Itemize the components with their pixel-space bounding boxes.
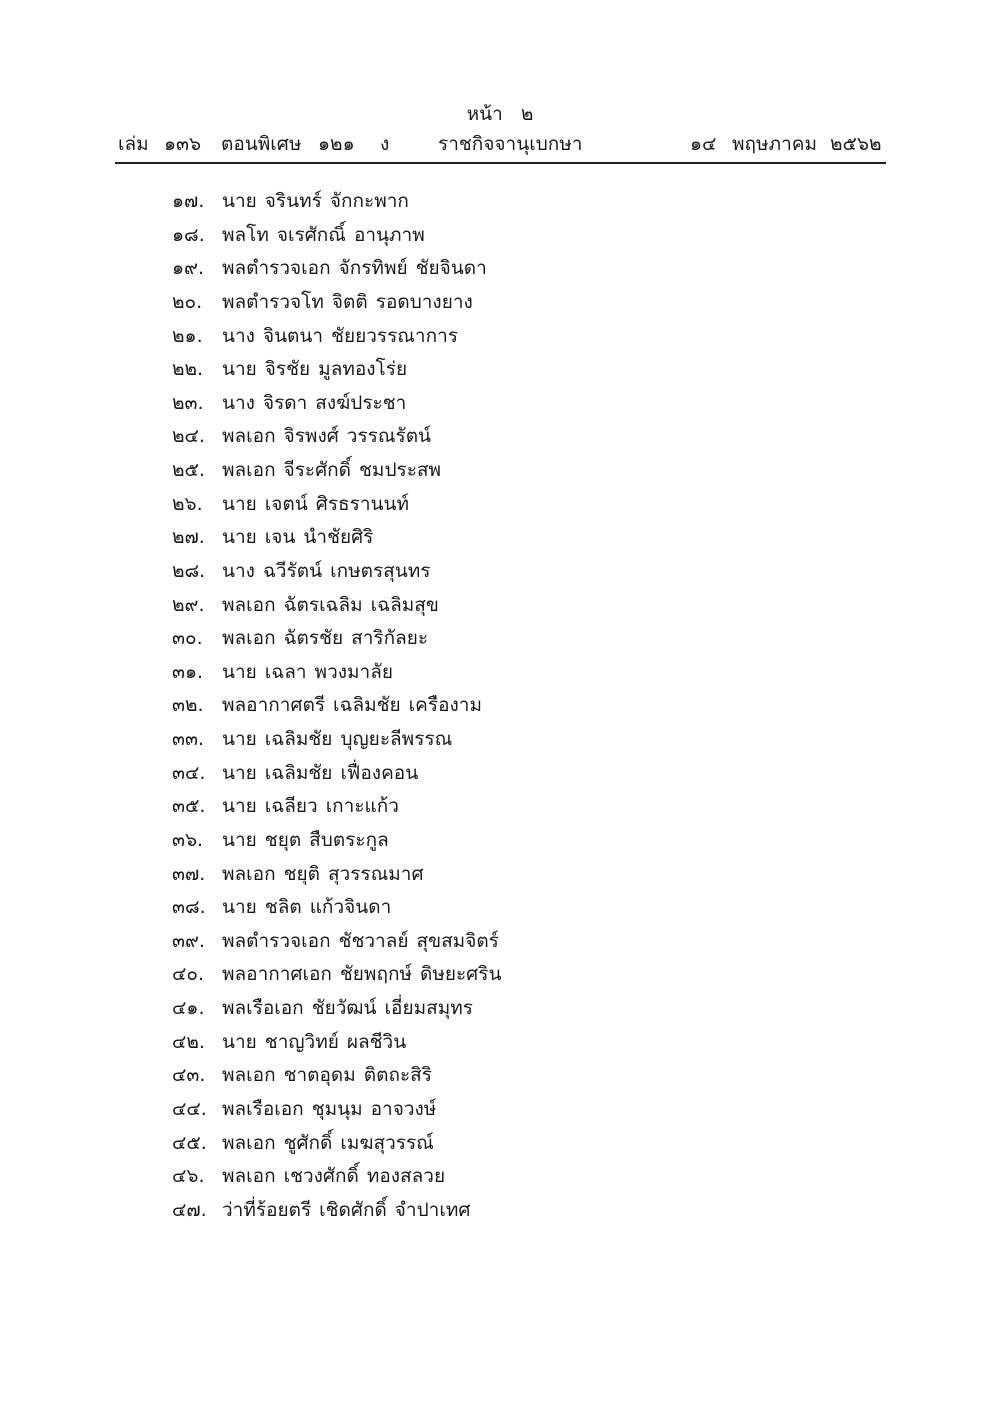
list-item — [172, 321, 872, 355]
item-title: พลเอก — [222, 459, 276, 481]
item-number: ๒๙. — [172, 593, 205, 616]
list-item — [172, 1060, 872, 1094]
item-first-name: จิรดา — [262, 391, 308, 414]
date-year: ๒๕๖๒ — [830, 133, 882, 155]
page-label: หน้า — [466, 103, 503, 125]
item-title: พลโท — [222, 223, 269, 246]
item-number: ๓๙. — [172, 929, 205, 952]
item-number: ๔๔. — [172, 1097, 207, 1120]
item-last-name: มูลทองโร่ย — [318, 358, 408, 381]
list-item — [172, 455, 872, 489]
item-first-name: ชัยวัฒน์ — [311, 997, 377, 1019]
list-item — [172, 724, 872, 758]
item-number: ๒๒. — [172, 358, 204, 381]
item-title: นาย — [222, 358, 257, 381]
item-first-name: ชุมนุม — [311, 1097, 363, 1120]
item-number: ๒๐. — [172, 290, 203, 313]
item-title: นาย — [222, 492, 257, 515]
gazette-name: ราชกิจจานุเบกษา — [438, 133, 583, 155]
item-number: ๓๐. — [172, 627, 203, 650]
item-title: นาย — [222, 190, 257, 212]
item-number: ๑๘. — [172, 223, 205, 246]
volume-number: ๑๓๖ — [164, 133, 202, 155]
item-title: พลเอก — [222, 862, 276, 885]
item-number: ๒๑. — [172, 324, 203, 347]
item-last-name: อาจวงษ์ — [370, 1097, 437, 1120]
list-item — [172, 791, 872, 825]
item-last-name: สืบตระกูล — [309, 828, 389, 851]
item-title: นาง — [222, 324, 255, 347]
list-item — [172, 287, 872, 321]
item-title: พลเอก — [222, 1131, 276, 1154]
item-last-name: สุขสมจิตร์ — [416, 929, 499, 952]
item-number: ๓๒. — [172, 694, 204, 717]
list-item — [172, 522, 872, 556]
list-item — [172, 1161, 872, 1195]
item-last-name: สงฆ์ประชา — [315, 391, 407, 414]
date-month: พฤษภาคม — [732, 133, 817, 155]
item-last-name: เกษตรสุนทร — [330, 559, 431, 582]
list-item — [172, 1094, 872, 1128]
item-last-name: แก้วจินดา — [309, 896, 392, 919]
item-first-name: เฉลิมชัย — [264, 728, 333, 750]
list-item — [172, 993, 872, 1027]
item-number: ๒๕. — [172, 459, 205, 481]
issue-label: ตอนพิเศษ — [221, 133, 302, 155]
item-last-name: ชัยยวรรณาการ — [331, 324, 458, 347]
item-title: นาย — [222, 795, 257, 818]
item-first-name: ชูศักดิ์ — [283, 1131, 333, 1154]
list-item — [172, 1128, 872, 1162]
list-item — [172, 926, 872, 960]
page-number-value: ๒ — [520, 103, 534, 125]
item-first-name: จีระศักดิ์ — [283, 459, 352, 481]
item-title: นาย — [222, 828, 257, 851]
volume-label: เล่ม — [118, 133, 149, 155]
list-item — [172, 253, 872, 287]
item-title: นาย — [222, 896, 257, 919]
item-last-name: บุญยะลีพรรณ — [340, 728, 453, 750]
item-title: นาย — [222, 1030, 257, 1053]
issue-number: ๑๒๑ — [318, 133, 355, 155]
item-first-name: จักรทิพย์ — [338, 257, 408, 280]
item-number: ๒๓. — [172, 391, 204, 414]
item-first-name: ชลิต — [264, 896, 302, 919]
item-number: ๓๕. — [172, 795, 206, 818]
list-item — [172, 388, 872, 422]
item-number: ๓๘. — [172, 896, 206, 919]
item-first-name: ฉัตรชัย — [283, 627, 344, 650]
item-last-name: เครืองาม — [408, 694, 482, 717]
item-title: พลเรือเอก — [222, 997, 304, 1019]
item-number: ๑๗. — [172, 190, 205, 212]
item-last-name: เกาะแก้ว — [325, 795, 399, 818]
item-number: ๓๑. — [172, 660, 204, 683]
item-last-name: พวงมาลัย — [314, 660, 393, 683]
item-title: นาง — [222, 559, 255, 582]
item-last-name: รอดบางยาง — [375, 290, 473, 313]
list-item — [172, 1027, 872, 1061]
item-last-name: ผลชีวิน — [346, 1030, 407, 1053]
item-number: ๔๖. — [172, 1165, 205, 1188]
list-item — [172, 959, 872, 993]
item-number: ๓๖. — [172, 828, 204, 851]
item-title: พลตำรวจเอก — [222, 929, 331, 952]
item-title: พลเอก — [222, 627, 276, 650]
item-last-name: ติตถะสิริ — [363, 1064, 432, 1087]
item-title: นาย — [222, 728, 257, 750]
item-title: พลเรือเอก — [222, 1097, 304, 1120]
item-title: นาย — [222, 761, 257, 784]
item-title: พลเอก — [222, 425, 276, 448]
item-first-name: จเรศักณิ์ — [276, 223, 346, 246]
item-number: ๔๗. — [172, 1198, 207, 1221]
list-item — [172, 220, 872, 254]
item-last-name: เมฆสุวรรณ์ — [340, 1131, 434, 1154]
item-first-name: เชิดศักดิ์ — [319, 1198, 387, 1221]
item-first-name: ชยุติ — [283, 862, 320, 885]
item-last-name: วรรณรัตน์ — [346, 425, 432, 448]
item-first-name: เฉลา — [264, 660, 307, 683]
item-number: ๓๗. — [172, 862, 206, 885]
item-first-name: จิรชัย — [264, 358, 311, 381]
item-last-name: ดิษยะศริน — [419, 963, 502, 986]
item-first-name: เจตน์ — [264, 492, 308, 515]
item-last-name: สาริกัลยะ — [351, 627, 429, 650]
item-title: พลอากาศเอก — [222, 963, 332, 986]
item-last-name: จักกะพาก — [329, 190, 409, 212]
item-first-name: ฉวีรัตน์ — [262, 559, 323, 582]
item-first-name: จิตติ — [331, 290, 368, 313]
item-title: ว่าที่ร้อยตรี — [222, 1198, 312, 1221]
item-number: ๔๒. — [172, 1030, 205, 1053]
item-number: ๓๔. — [172, 761, 206, 784]
list-item — [172, 758, 872, 792]
item-first-name: จินตนา — [262, 324, 324, 347]
list-item — [172, 657, 872, 691]
list-item — [172, 690, 872, 724]
list-item — [172, 859, 872, 893]
item-number: ๒๗. — [172, 526, 205, 549]
item-first-name: ชยุต — [264, 828, 302, 851]
item-title: พลเอก — [222, 593, 276, 616]
gazette-header — [118, 130, 886, 160]
item-number: ๔๐. — [172, 963, 205, 986]
item-title: พลตำรวจโท — [222, 290, 324, 313]
item-first-name: ชัยพฤกษ์ — [339, 963, 412, 986]
item-first-name: ฉัตรเฉลิม — [283, 593, 363, 616]
item-first-name: ชัชวาลย์ — [338, 929, 409, 952]
item-first-name: จรินทร์ — [264, 190, 322, 212]
list-item — [172, 892, 872, 926]
date-day: ๑๔ — [690, 133, 717, 155]
item-last-name: ชัยจินดา — [415, 257, 487, 280]
item-number: ๒๖. — [172, 492, 203, 515]
item-first-name: เจน — [264, 526, 296, 549]
item-title: นาง — [222, 391, 255, 414]
item-first-name: เชวงศักดิ์ — [283, 1165, 359, 1188]
item-first-name: เฉลียว — [264, 795, 318, 818]
item-last-name: เฉลิมสุข — [370, 593, 439, 616]
item-title: นาย — [222, 526, 257, 549]
list-item — [172, 421, 872, 455]
item-number: ๔๑. — [172, 997, 205, 1019]
item-number: ๒๔. — [172, 425, 205, 448]
item-last-name: อานุภาพ — [353, 223, 425, 246]
item-first-name: จิรพงศ์ — [283, 425, 339, 448]
page-number — [0, 100, 1000, 128]
item-number: ๒๘. — [172, 559, 206, 582]
name-list — [172, 186, 872, 1228]
list-item — [172, 354, 872, 388]
item-last-name: เอี่ยมสมุทร — [384, 997, 473, 1019]
list-item — [172, 590, 872, 624]
item-last-name: ศิรธรานนท์ — [315, 492, 410, 515]
list-item — [172, 556, 872, 590]
item-first-name: เฉลิมชัย — [264, 761, 333, 784]
issue-section: ง — [380, 133, 390, 155]
item-number: ๓๓. — [172, 728, 205, 750]
item-number: ๔๓. — [172, 1064, 206, 1087]
item-number: ๔๕. — [172, 1131, 207, 1154]
list-item — [172, 186, 872, 220]
list-item — [172, 623, 872, 657]
list-item — [172, 825, 872, 859]
list-item — [172, 1195, 872, 1229]
item-title: พลเอก — [222, 1064, 276, 1087]
item-title: พลเอก — [222, 1165, 276, 1188]
item-last-name: ทองสลวย — [366, 1165, 446, 1188]
item-title: พลอากาศตรี — [222, 694, 326, 717]
item-first-name: เฉลิมชัย — [333, 694, 401, 717]
item-title: นาย — [222, 660, 257, 683]
item-title: พลตำรวจเอก — [222, 257, 331, 280]
item-number: ๑๙. — [172, 257, 205, 280]
item-first-name: ชาญวิทย์ — [264, 1030, 339, 1053]
item-last-name: นำชัยศิริ — [303, 526, 374, 549]
item-last-name: ชมประสพ — [359, 459, 442, 481]
item-first-name: ชาตอุดม — [283, 1064, 356, 1087]
item-last-name: สุวรรณมาศ — [327, 862, 424, 885]
item-last-name: เฟื่องคอน — [340, 761, 419, 784]
header-divider — [115, 162, 886, 164]
item-last-name: จำปาเทศ — [394, 1198, 471, 1221]
list-item — [172, 489, 872, 523]
